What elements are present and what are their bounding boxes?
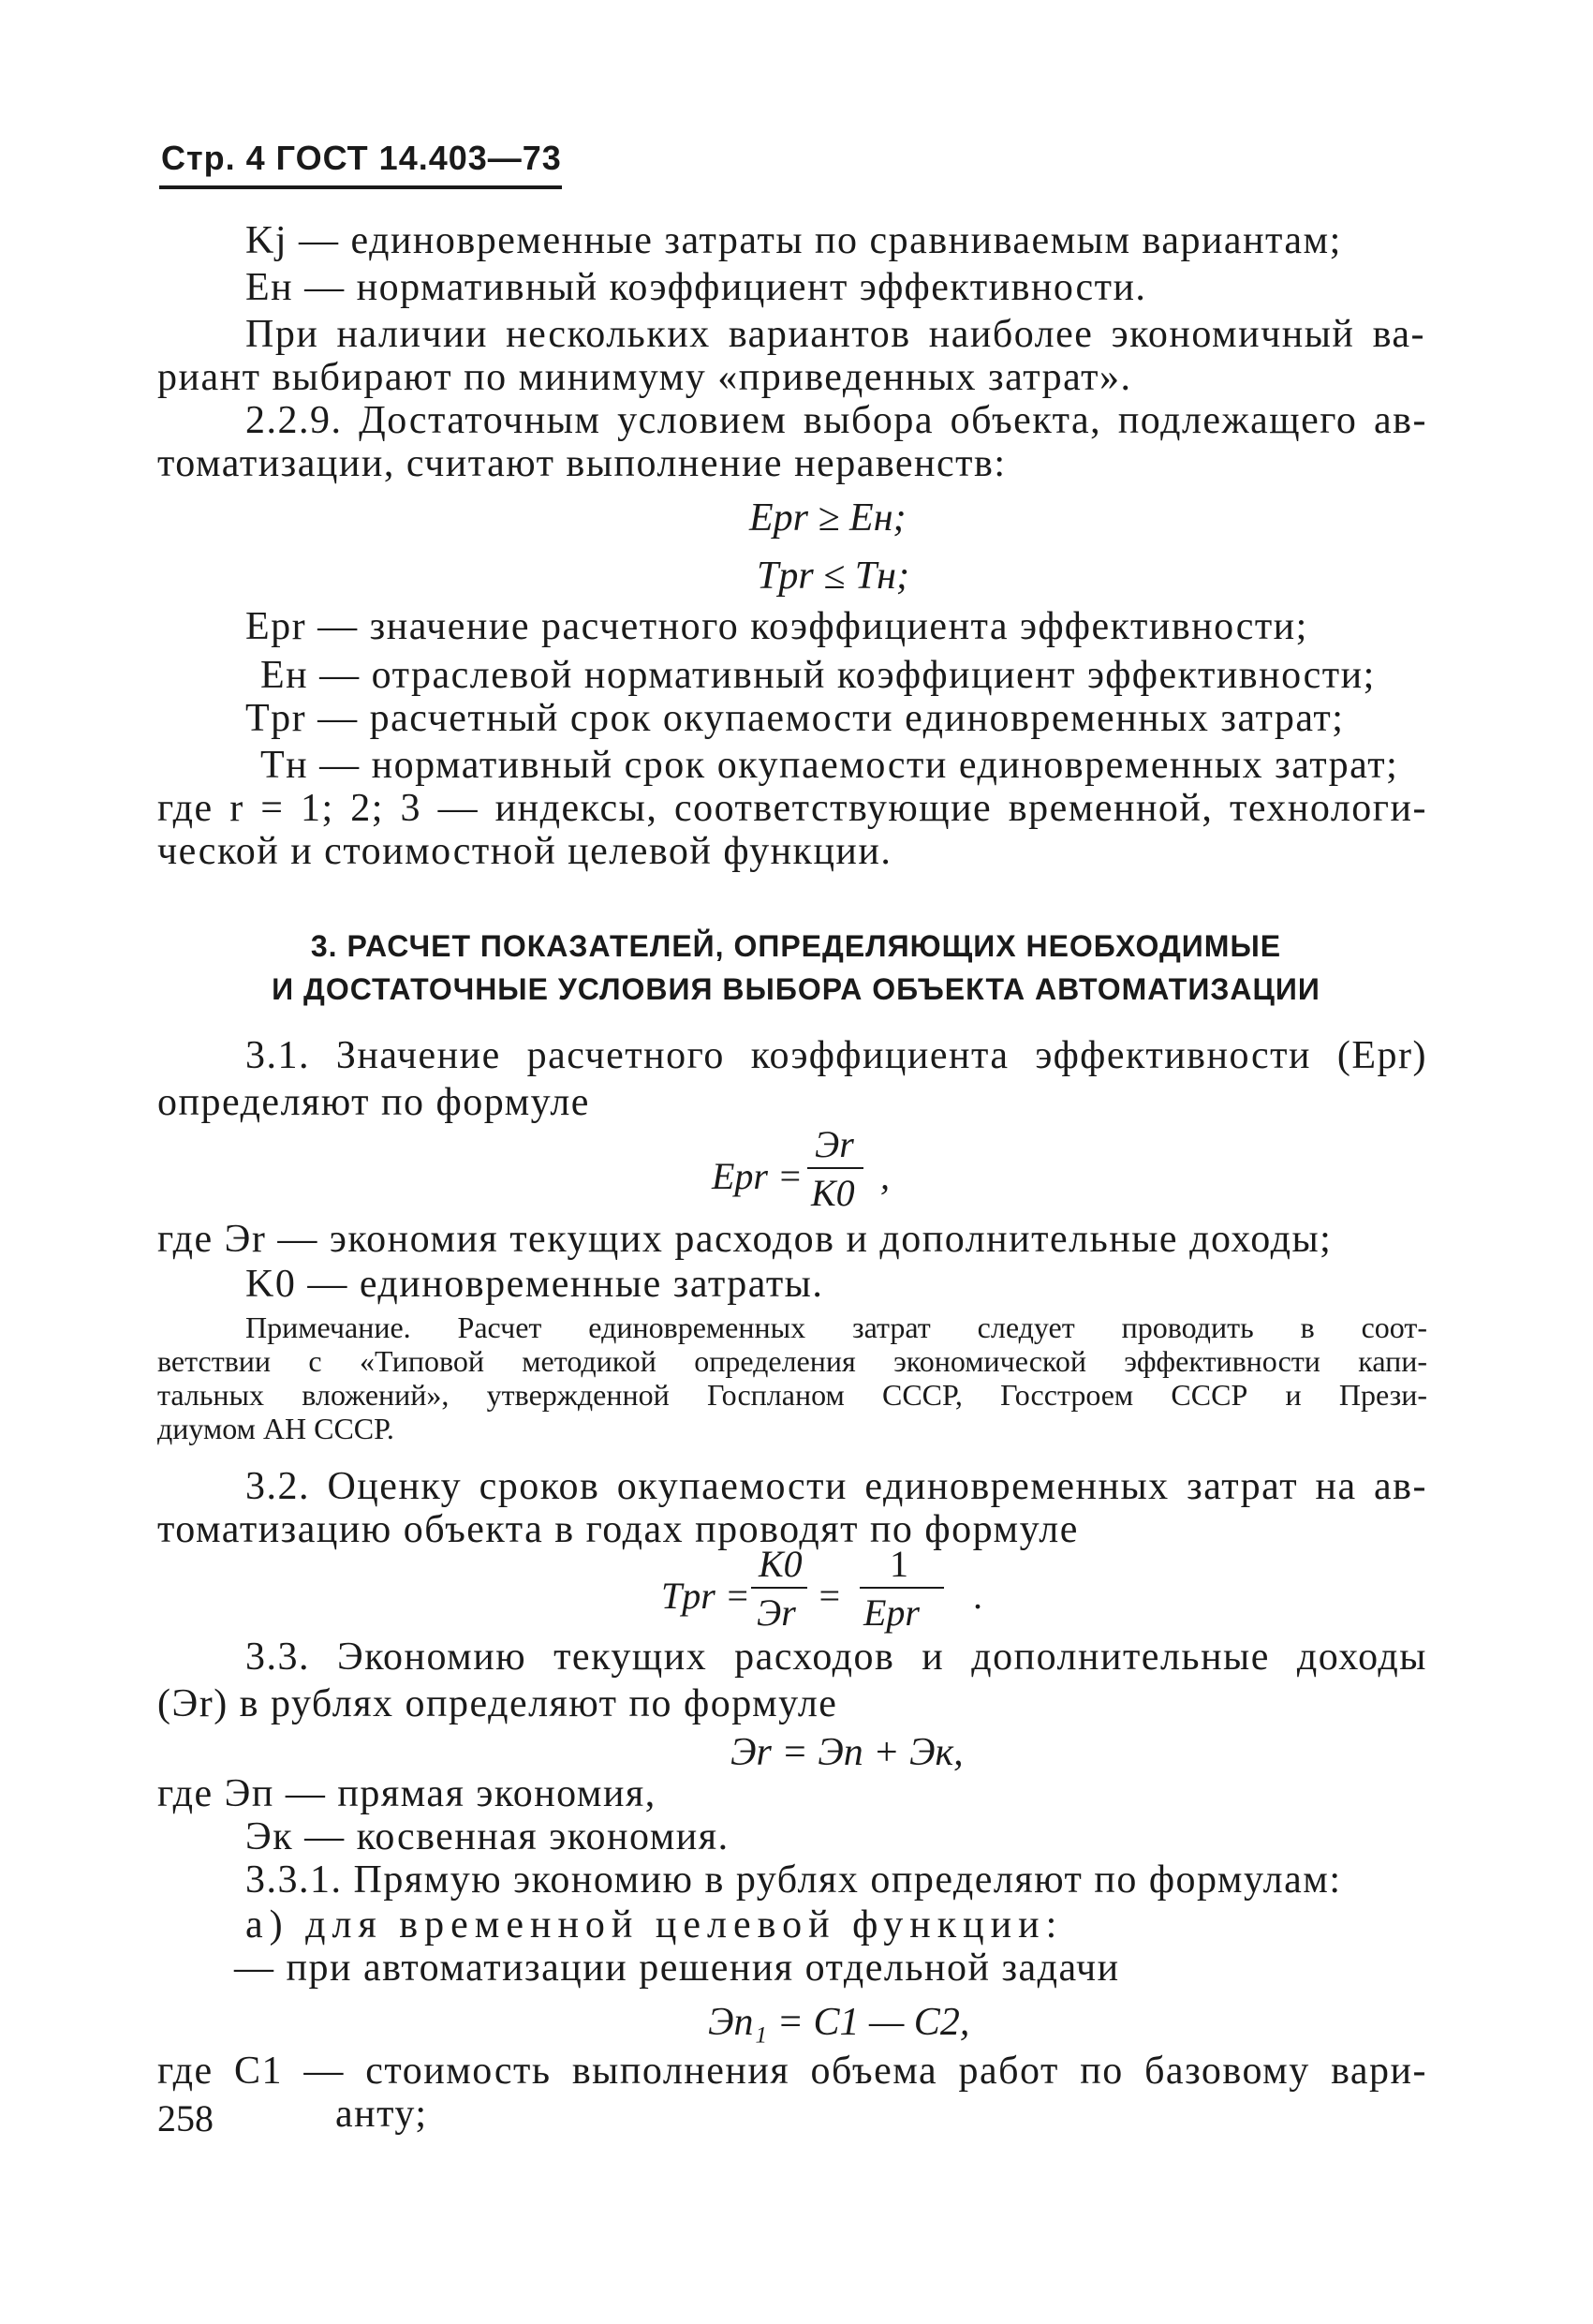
formula-lhs: Epr = (712, 1155, 803, 1197)
section-heading-line: 3. РАСЧЕТ ПОКАЗАТЕЛЕЙ, ОПРЕДЕЛЯЮЩИХ НЕОБХОДИМЫЕ (310, 929, 1282, 963)
text-line: K0 — единовременные затраты. (245, 1263, 824, 1306)
note-line: диумом АН СССР. (157, 1412, 394, 1445)
fraction-numerator: K0 (759, 1543, 803, 1585)
page-number: 258 (157, 2097, 214, 2139)
formula-ep1: Эп₁ = C1 — C2, (708, 2001, 970, 2044)
fraction-numerator: Эr (815, 1123, 854, 1165)
text-line: 3.3. Экономию текущих расходов и дополнительные доходы (245, 1636, 1427, 1679)
text-line: томатизацию объекта в годах проводят по формуле (157, 1508, 1079, 1551)
fraction-denominator: Epr (863, 1591, 920, 1634)
text-line: 3.2. Оценку сроков окупаемости единовременных затрат на ав- (245, 1465, 1427, 1508)
text-line: Epr — значение расчетного коэффициента эффективности; (245, 605, 1308, 648)
inequality-1: Epr ≥ Eн; (749, 496, 907, 540)
section-heading-line: И ДОСТАТОЧНЫЕ УСЛОВИЯ ВЫБОРА ОБЪЕКТА АВТОМАТИЗАЦИИ (272, 972, 1320, 1006)
text-line: Tн — нормативный срок окупаемости единовременных затрат; (260, 744, 1399, 787)
formula-equals: = (817, 1575, 842, 1617)
formula-tail: , (880, 1155, 890, 1197)
text-line: 3.3.1. Прямую экономию в рублях определяют по формулам: (245, 1858, 1342, 1902)
text-line: Eн — отраслевой нормативный коэффициент эффективности; (260, 654, 1376, 697)
text-line: Эк — косвенная экономия. (245, 1815, 730, 1858)
text-line: где Эr — экономия текущих расходов и дополнительные доходы; (157, 1218, 1333, 1261)
header-rule (159, 185, 562, 189)
fraction-numerator: 1 (890, 1543, 908, 1585)
text-line: При наличии нескольких вариантов наиболее экономичный ва- (245, 313, 1425, 356)
text-line: Tpr — расчетный срок окупаемости единовременных затрат; (245, 697, 1345, 740)
text-line: риант выбирают по минимуму «приведенных затрат». (157, 356, 1132, 399)
note-line: Примечание. Расчет единовременных затрат следует проводить в соот- (245, 1310, 1427, 1344)
text-line: анту; (335, 2093, 428, 2136)
text-line: а) для временной целевой функции: (245, 1903, 1064, 1947)
text-line: томатизации, считают выполнение неравенств: (157, 442, 1007, 485)
fraction-bar (807, 1167, 863, 1169)
text-line: — при автоматизации решения отдельной задачи (234, 1947, 1120, 1990)
text-line: где r = 1; 2; 3 — индексы, соответствующие временной, технологи- (157, 787, 1427, 830)
text-line: 3.1. Значение расчетного коэффициента эффективности (Epr) (245, 1034, 1427, 1077)
page-header: Стр. 4 ГОСТ 14.403—73 (161, 139, 562, 177)
fraction-bar (751, 1587, 807, 1589)
text-line: где Эп — прямая экономия, (157, 1772, 656, 1815)
text-line: Kj — единовременные затраты по сравниваемым вариантам; (245, 219, 1342, 262)
note-line: ветствии с «Типовой методикой определения экономической эффективности капи- (157, 1344, 1427, 1378)
text-line: где C1 — стоимость выполнения объема работ по базовому вари- (157, 2050, 1427, 2093)
fraction-denominator: Эr (757, 1591, 796, 1634)
text-line: Eн — нормативный коэффициент эффективности. (245, 266, 1147, 309)
fraction-denominator: K0 (811, 1172, 855, 1214)
formula-tail: . (974, 1575, 983, 1617)
formula-er: Эr = Эп + Эк, (730, 1731, 964, 1774)
text-line: 2.2.9. Достаточным условием выбора объекта, подлежащего ав- (245, 399, 1427, 442)
text-line: ческой и стоимостной целевой функции. (157, 830, 892, 873)
note-line: тальных вложений», утвержденной Госпланом СССР, Госстроем СССР и Прези- (157, 1378, 1427, 1412)
text-line: определяют по формуле (157, 1081, 590, 1124)
fraction-bar (860, 1587, 944, 1589)
text-line: (Эr) в рублях определяют по формуле (157, 1682, 838, 1725)
inequality-2: Tpr ≤ Tн; (757, 555, 909, 598)
formula-lhs: Tpr = (661, 1575, 750, 1617)
